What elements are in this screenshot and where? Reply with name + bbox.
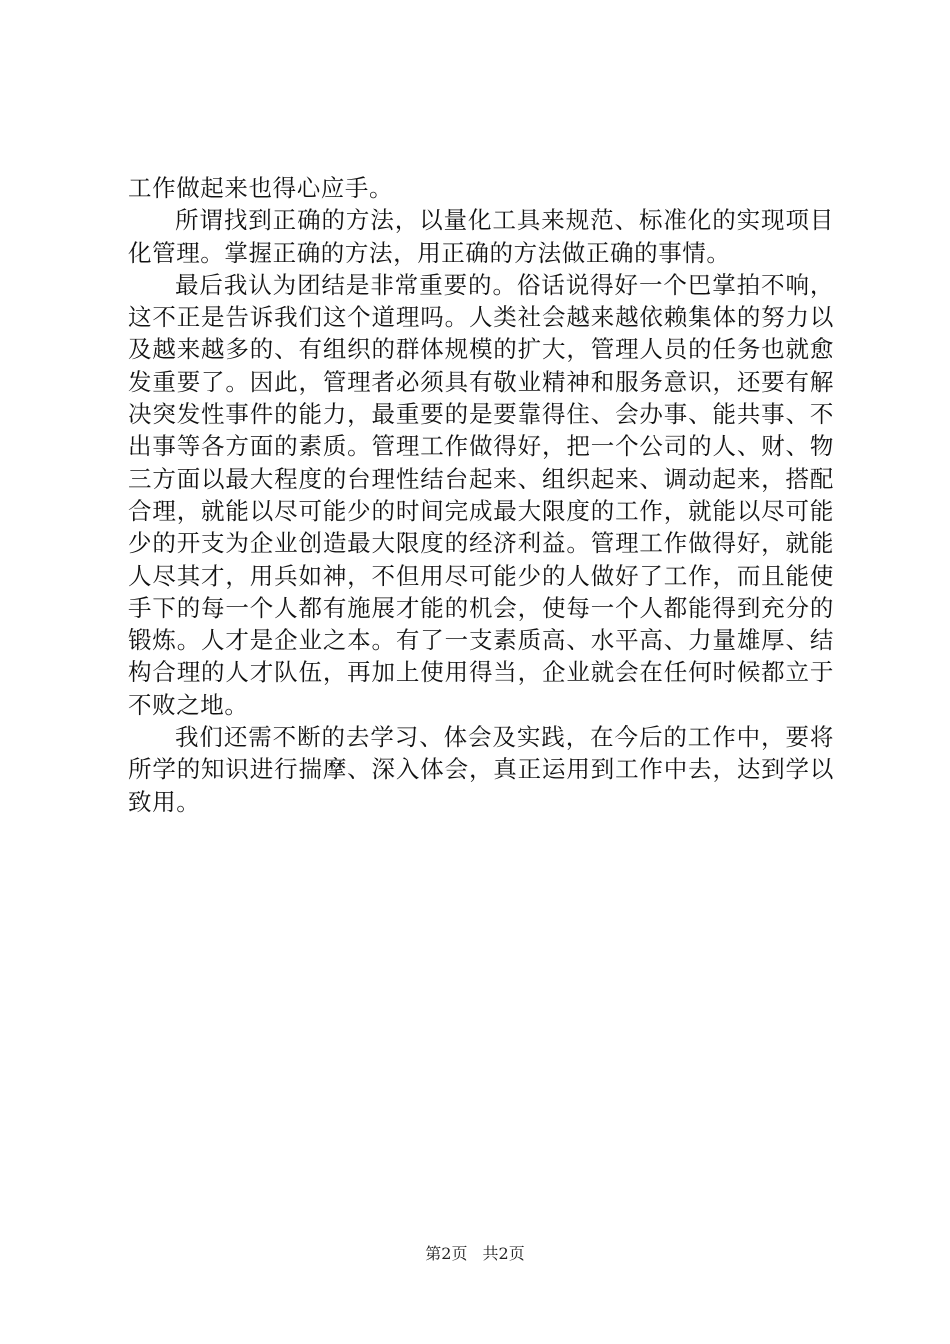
paragraph-3: 最后我认为团结是非常重要的。俗话说得好一个巴掌拍不响，这不正是告诉我们这个道理吗。人类社会越来越依赖集体的努力以及越来越多的、有组织的群体规模的扩大，管理人员的任务也就愈发重要了。因此，管理者必须具有敬业精神和服务意识，还要有解决突发性事件的能力，最重要的是要靠得住、会办事、能共事、不出事等各方面的素质。管理工作做得好，把一个公司的人、财、物三方面以最大程度的台理性结台起来、组织起来、调动起来，搭配合理，就能以尽可能少的时间完成最大限度的工作，就能以尽可能少的开支为企业创造最大限度的经济利益。管理工作做得好，就能人尽其才，用兵如神，不但用尽可能少的人做好了工作，而且能使手下的每一个人都有施展才能的机会，使每一个人都能得到充分的锻炼。人才是企业之本。有了一支素质高、水平高、力量雄厚、结构合理的人才队伍，再加上使用得当，企业就会在任何时候都立于不败之地。 xyxy=(128,270,834,719)
page-footer xyxy=(0,1244,950,1264)
paragraph-4: 我们还需不断的去学习、体会及实践，在今后的工作中，要将所学的知识进行揣摩、深入体会，真正运用到工作中去，达到学以致用。 xyxy=(128,723,834,816)
page-number: 第2页 xyxy=(425,1244,468,1263)
paragraph-2: 所谓找到正确的方法，以量化工具来规范、标准化的实现项目化管理。掌握正确的方法，用正确的方法做正确的事情。 xyxy=(128,206,834,267)
document-body xyxy=(128,172,834,818)
page-total: 共2页 xyxy=(482,1244,525,1263)
paragraph-1: 工作做起来也得心应手。 xyxy=(128,174,394,202)
